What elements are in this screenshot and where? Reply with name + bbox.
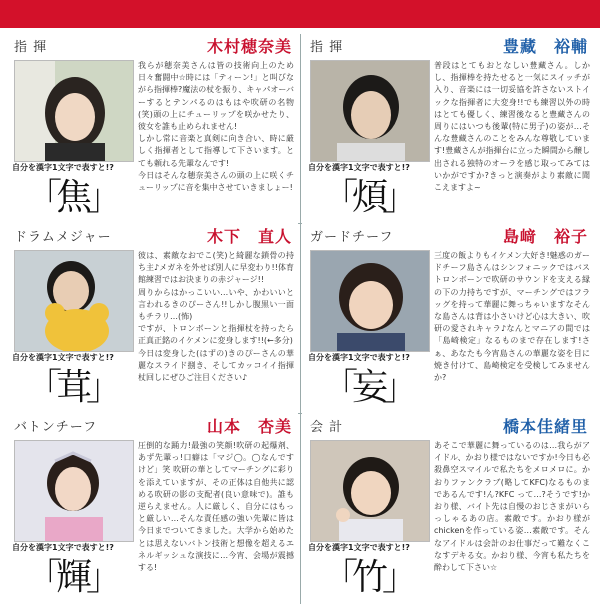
member-name: 橋本佳緒里 [502, 417, 588, 436]
member-card-kinoshita [6, 224, 298, 414]
kanji-caption: 自分を漢字1文字で表すと!? [12, 353, 114, 362]
member-photo [14, 250, 134, 352]
member-photo [310, 250, 430, 352]
member-description: あそこで華麗に舞っているのは…我らがアイドル、かおり様ではないですか!今日も必殺鼻空スマイルで私たちをメロメロに。かおりファンクラブ(略してKFC)なるものまであるんです!ん?KFC って…?そうです!かおり様、バイト先は自慢のおじさまがいらっしゃるあの店。素敵です。かおり様がchickenを作っている姿…素敵です。そんなアイドルは会計のお仕事だって難なくこなすデキる女。かおり様、今宵も私たちを酔わして下さい☆ [434, 441, 590, 573]
member-role: 指 揮 [310, 40, 344, 55]
member-card-kimura [6, 34, 298, 224]
column-divider [300, 34, 301, 604]
member-role: 指 揮 [14, 40, 48, 55]
member-card-hashimoto [302, 414, 594, 604]
self-kanji: 「 竹 」 [322, 557, 418, 598]
self-kanji: 「 茸 」 [26, 367, 122, 408]
member-name: 木下 直人 [206, 227, 292, 246]
member-role: ガードチーフ [310, 230, 394, 245]
member-description: 我らが穂奈美さんは皆の技術向上のため日々奮闘中☆時には「ティーン!」と叫びながら指揮棒?魔法の杖を振り、キャパオーバーするとテンパるのはもはや吹研の名物(笑)頭の上にチューリップを咲かせたり、彼女を誰も止められません! しかし常に音楽と真剣に向き合い、時に厳しく指揮者として指導して下さいます。とても頼れる先輩なんです! 今日はそんな穂奈美さんの頭の上に咲くチューリップに音を集中させていきましょー! [138, 61, 294, 193]
member-grid [6, 34, 594, 604]
member-name: 島﨑 裕子 [502, 227, 588, 246]
member-card-toyokura [302, 34, 594, 224]
member-description: 彼は、素敵なおでこ(笑)と綺麗な鎖骨の持ち主♪メガネを外せば別人に早変わり!!体育館練習ではお決まりの赤ジャージ!! 周りからはかっこいい…いや、かわいいと言われるきのぴーさん!!しかし腹黒い一面もチラリ…(怖) ですが、トロンボーンと指揮杖を持ったら正真正銘のイケメンに変身します!!(←多分) 今日は変身した(はずの)きのぴーさんの華麗なスライド捌き、そしてカッコイイ指揮杖回しにぜひご注目ください♪ [138, 251, 294, 383]
member-name: 山本 杏美 [206, 417, 292, 436]
member-description: 普段はとてもおとなしい豊藏さん。しかし、指揮棒を持たせると一気にスイッチが入り、音楽には一切妥協を許さないストイックな指揮者に大変身!!でも練習以外の時はとても優しく、練習後なると豊藏さんの周りにはいつも後輩(特に男子)の姿が…そんな豊藏さんのことをみんな尊敬しています!豊藏さんが指揮台に立った瞬間から醸し出される独特のオーラを感じ取ってみてはいかがですか?きっと演奏がより素敵に聞こえますよ~ [434, 61, 590, 193]
kanji-caption: 自分を漢字1文字で表すと!? [12, 543, 114, 552]
member-name: 木村穂奈美 [206, 37, 292, 56]
member-card-shimazaki [302, 224, 594, 414]
self-kanji: 「 輝 」 [26, 557, 122, 598]
self-kanji: 「 煩 」 [322, 177, 418, 218]
member-card-yamamoto [6, 414, 298, 604]
kanji-caption: 自分を漢字1文字で表すと!? [12, 163, 114, 172]
member-description: 三度の飯よりもイケメン大好き!魅惑のガードチーフ島さんはシンフォニックではバストロンボーンで吹研のサウンドを支える縁の下の力持ちですが、マーチングではフラッグを持って華麗に舞っちゃいますなそんな島さんは背は小さいけど心は大きい、吹研の愛されキャラ♪なんとマニアの間では「島崎検定」なるものまで存在します!さぁ、あなたも今宵島さんの華麗な姿を目に焼き付けて、島崎検定を受検してみませんか? [434, 251, 590, 383]
member-photo [310, 60, 430, 162]
kanji-caption: 自分を漢字1文字で表すと!? [308, 163, 410, 172]
member-role: ドラムメジャー [14, 230, 112, 245]
self-kanji: 「 妄 」 [322, 367, 418, 408]
top-banner [0, 0, 600, 28]
member-photo [14, 440, 134, 542]
member-description: 圧倒的な踊力!最強の笑顔!吹研の起爆剤、あず先輩っ!口癖は「マジ◯。◯なんですけど」笑 吹研の華としてマーチングに彩りを添えていますが、その正体は自他共に認める吹研の影の支配者(良い意味で)。誰も逆らえません。人に厳しく、自分にはもっと厳しい…そんな責任感の強い先輩に皆は今日までついてきました。大学から始めたとは思えないバトン技術と想像を超えるエネルギッシュな演技に…今宵、会場が震撼する! [138, 441, 294, 573]
member-photo [14, 60, 134, 162]
kanji-caption: 自分を漢字1文字で表すと!? [308, 353, 410, 362]
member-photo [310, 440, 430, 542]
self-kanji: 「 焦 」 [26, 177, 122, 218]
member-role: バトンチーフ [14, 420, 98, 435]
kanji-caption: 自分を漢字1文字で表すと!? [308, 543, 410, 552]
member-name: 豊藏 裕輔 [502, 37, 588, 56]
member-role: 会 計 [310, 420, 344, 435]
